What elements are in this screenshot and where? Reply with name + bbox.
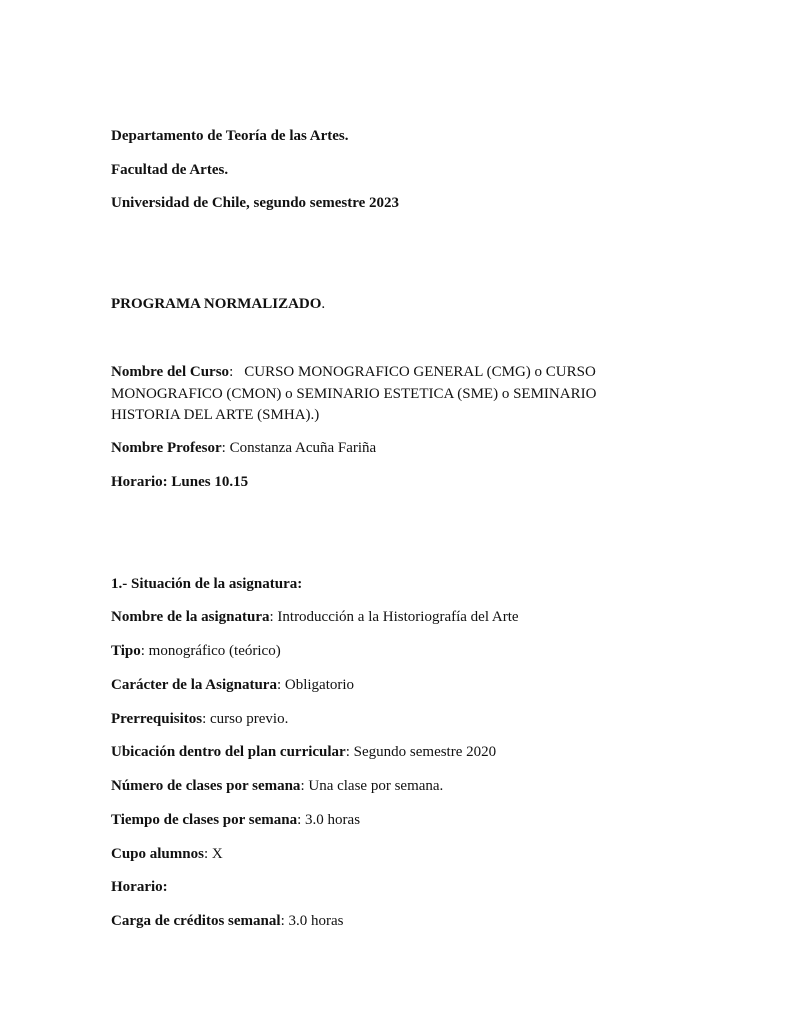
professor-label: Nombre Profesor: [111, 440, 222, 456]
field-schedule: Horario:: [111, 879, 168, 895]
professor-value: : Constanza Acuña Fariña: [221, 440, 377, 456]
course-name-value-1: CURSO MONOGRAFICO GENERAL (CMG) o CURSO: [244, 364, 596, 380]
course-name-colon: :: [229, 364, 234, 380]
faculty-line: Facultad de Artes.: [111, 162, 229, 178]
field-character: Carácter de la Asignatura: Obligatorio: [111, 677, 355, 693]
field-curriculum-location: Ubicación dentro del plan curricular: Segundo semestre 2020: [111, 744, 497, 760]
field-student-quota: Cupo alumnos: X: [111, 846, 223, 862]
professor-line: [111, 438, 671, 459]
university-line: Universidad de Chile, segundo semestre 2023: [111, 195, 400, 211]
field-time-per-week: Tiempo de clases por semana: 3.0 horas: [111, 812, 361, 828]
program-title-suffix: .: [321, 296, 326, 312]
field-classes-per-week: Número de clases por semana: Una clase por semana.: [111, 778, 444, 794]
field-type: Tipo: monográfico (teórico): [111, 643, 281, 659]
department-line: Departamento de Teoría de las Artes.: [111, 128, 349, 144]
course-name-label: Nombre del Curso: [111, 364, 230, 380]
program-title-text: PROGRAMA NORMALIZADO: [111, 296, 322, 312]
schedule-line: Horario: Lunes 10.15: [111, 474, 249, 490]
program-title: [111, 294, 671, 315]
field-credit-load: Carga de créditos semanal: 3.0 horas: [111, 913, 344, 929]
course-name-line-1: [111, 362, 671, 383]
field-prerequisites: Prerrequisitos: curso previo.: [111, 711, 289, 727]
field-course-name: Nombre de la asignatura: Introducción a la Historiografía del Arte: [111, 609, 519, 625]
course-name-value-3: HISTORIA DEL ARTE (SMHA).): [111, 407, 320, 423]
course-name-value-2: MONOGRAFICO (CMON) o SEMINARIO ESTETICA (SME) o SEMINARIO: [111, 386, 597, 402]
section1-heading: 1.- Situación de la asignatura:: [111, 576, 303, 592]
